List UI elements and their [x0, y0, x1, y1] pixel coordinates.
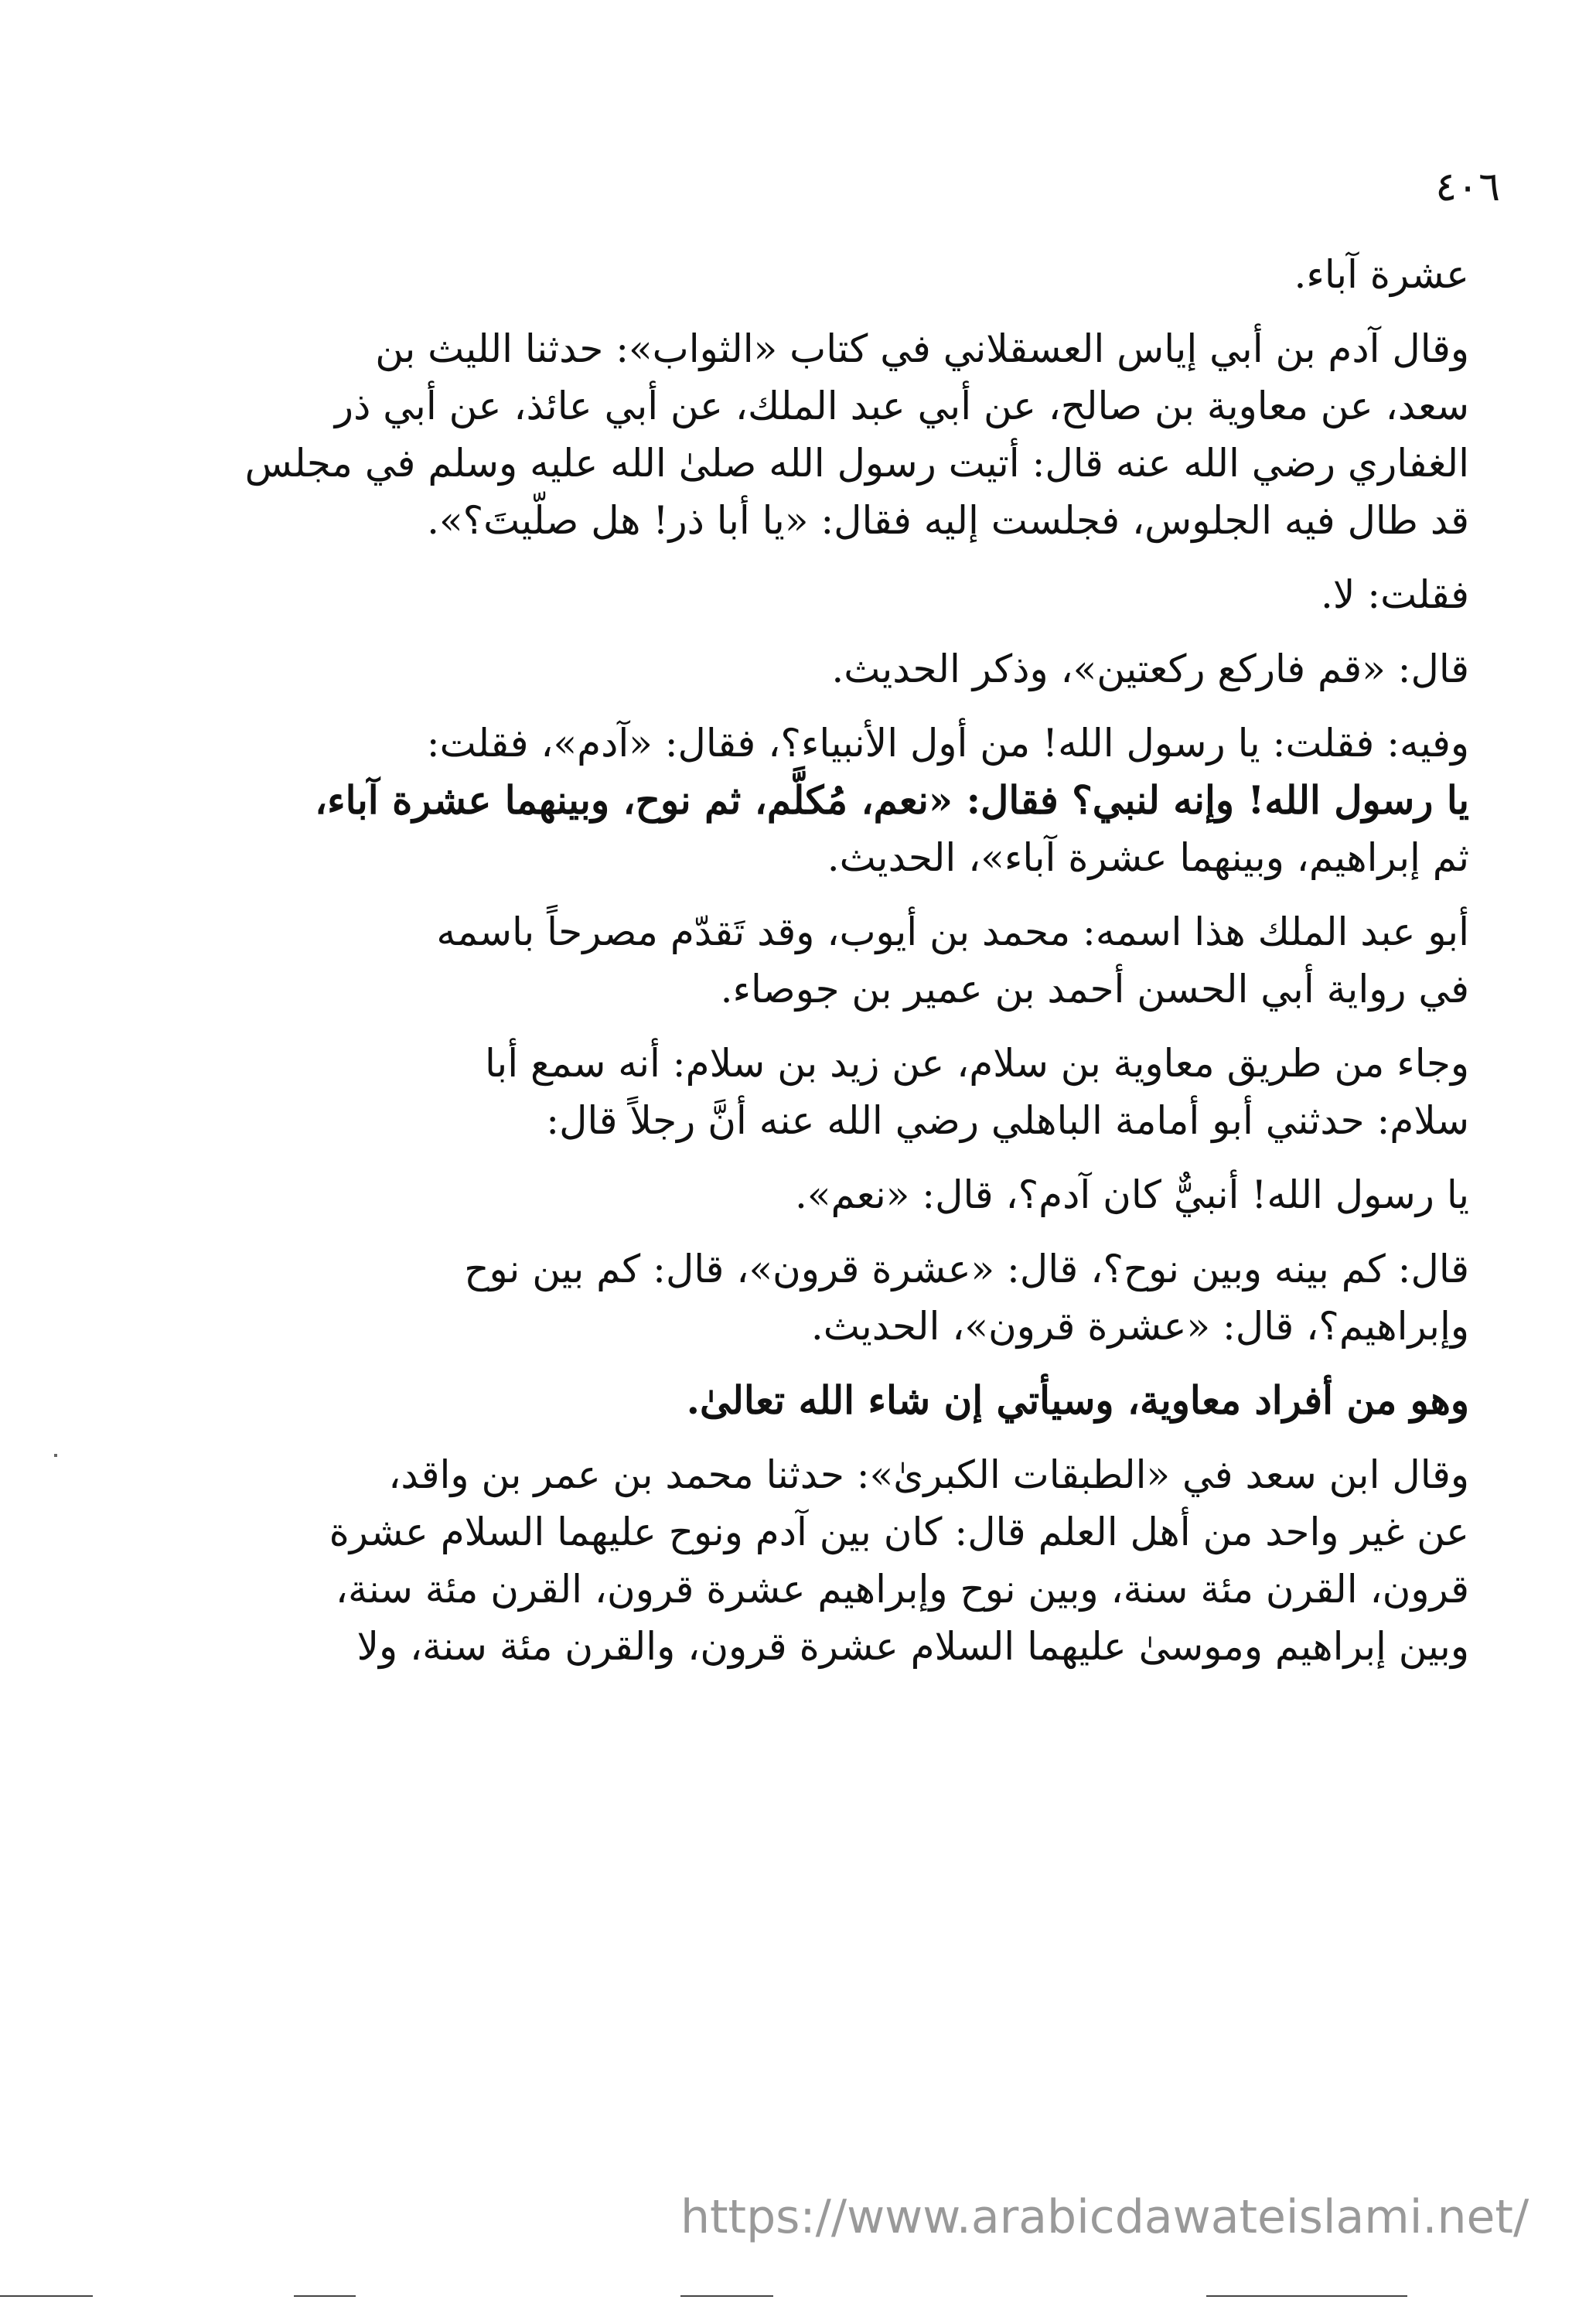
paragraph	[207, 246, 1469, 303]
text-line: عن غير واحد من أهل العلم قال: كان بين آدم ونوح عليهما السلام عشرة	[329, 1510, 1469, 1554]
paragraph	[207, 320, 1469, 549]
text-line: وفيه: فقلت: يا رسول الله! من أول الأنبياء؟، فقال: «آدم»، فقلت:	[426, 721, 1469, 766]
margin-speck	[54, 1454, 57, 1457]
text-line: يا رسول الله! وإنه لنبي؟ فقال: «نعم، مُكلَّم، ثم نوح، وبينهما عشرة آباء،	[314, 777, 1469, 823]
text-line: سعد، عن معاوية بن صالح، عن أبي عبد الملك، عن أبي عائذ، عن أبي ذر	[334, 384, 1469, 428]
scan-edge-rule	[680, 2295, 773, 2297]
text-line: أبو عبد الملك هذا اسمه: محمد بن أيوب، وقد تَقدّم مصرحاً باسمه	[436, 909, 1469, 954]
text-line: وإبراهيم؟، قال: «عشرة قرون»، الحديث.	[810, 1304, 1469, 1349]
text-line: يا رسول الله! أنبيٌّ كان آدم؟، قال: «نعم».	[795, 1172, 1469, 1217]
text-line: ثم إبراهيم، وبينهما عشرة آباء»، الحديث.	[827, 835, 1469, 880]
text-line: قرون، القرن مئة سنة، وبين نوح وإبراهيم عشرة قرون، القرن مئة سنة،	[335, 1567, 1469, 1612]
paragraph	[207, 640, 1469, 698]
paragraph	[207, 903, 1469, 1018]
paragraph	[207, 1035, 1469, 1149]
text-line: قال: «قم فاركع ركعتين»، وذكر الحديث.	[831, 647, 1469, 691]
watermark-url: https://www.arabicdawateislami.net/	[680, 2190, 1530, 2244]
text-line: في رواية أبي الحسن أحمد بن عمير بن جوصاء.	[720, 967, 1469, 1012]
paragraph	[207, 1372, 1469, 1429]
text-line: سلام: حدثني أبو أمامة الباهلي رضي الله عنه أنَّ رجلاً قال:	[546, 1098, 1469, 1143]
scan-edge-rule	[0, 2295, 93, 2297]
text-line: عشرة آباء.	[1294, 252, 1469, 297]
text-line: قد طال فيه الجلوس، فجلست إليه فقال: «يا أبا ذر! هل صلّيتَ؟».	[427, 498, 1469, 543]
paragraph	[207, 1240, 1469, 1355]
text-line: الغفاري رضي الله عنه قال: أتيت رسول الله صلىٰ الله عليه وسلم في مجلس	[244, 441, 1469, 486]
scan-edge-rule	[1206, 2295, 1407, 2297]
body-text	[207, 246, 1469, 1692]
text-line: وجاء من طريق معاوية بن سلام، عن زيد بن سلام: أنه سمع أبا	[485, 1041, 1469, 1086]
page-number: ٤٠٦	[1435, 164, 1500, 210]
text-line: وقال آدم بن أبي إياس العسقلاني في كتاب «الثواب»: حدثنا الليث بن	[375, 326, 1469, 371]
paragraph	[207, 715, 1469, 886]
text-line: وقال ابن سعد في «الطبقات الكبرىٰ»: حدثنا محمد بن عمر بن واقد،	[388, 1452, 1469, 1497]
paragraph	[207, 1166, 1469, 1223]
text-line: وبين إبراهيم وموسىٰ عليهما السلام عشرة قرون، والقرن مئة سنة، ولا	[356, 1624, 1469, 1669]
paragraph	[207, 1446, 1469, 1675]
paragraph	[207, 566, 1469, 623]
scan-edge-rule	[294, 2295, 356, 2297]
text-line: وهو من أفراد معاوية، وسيأتي إن شاء الله تعالىٰ.	[686, 1377, 1469, 1423]
text-line: قال: كم بينه وبين نوح؟، قال: «عشرة قرون»، قال: كم بين نوح	[464, 1247, 1469, 1291]
text-line: فقلت: لا.	[1321, 572, 1469, 617]
